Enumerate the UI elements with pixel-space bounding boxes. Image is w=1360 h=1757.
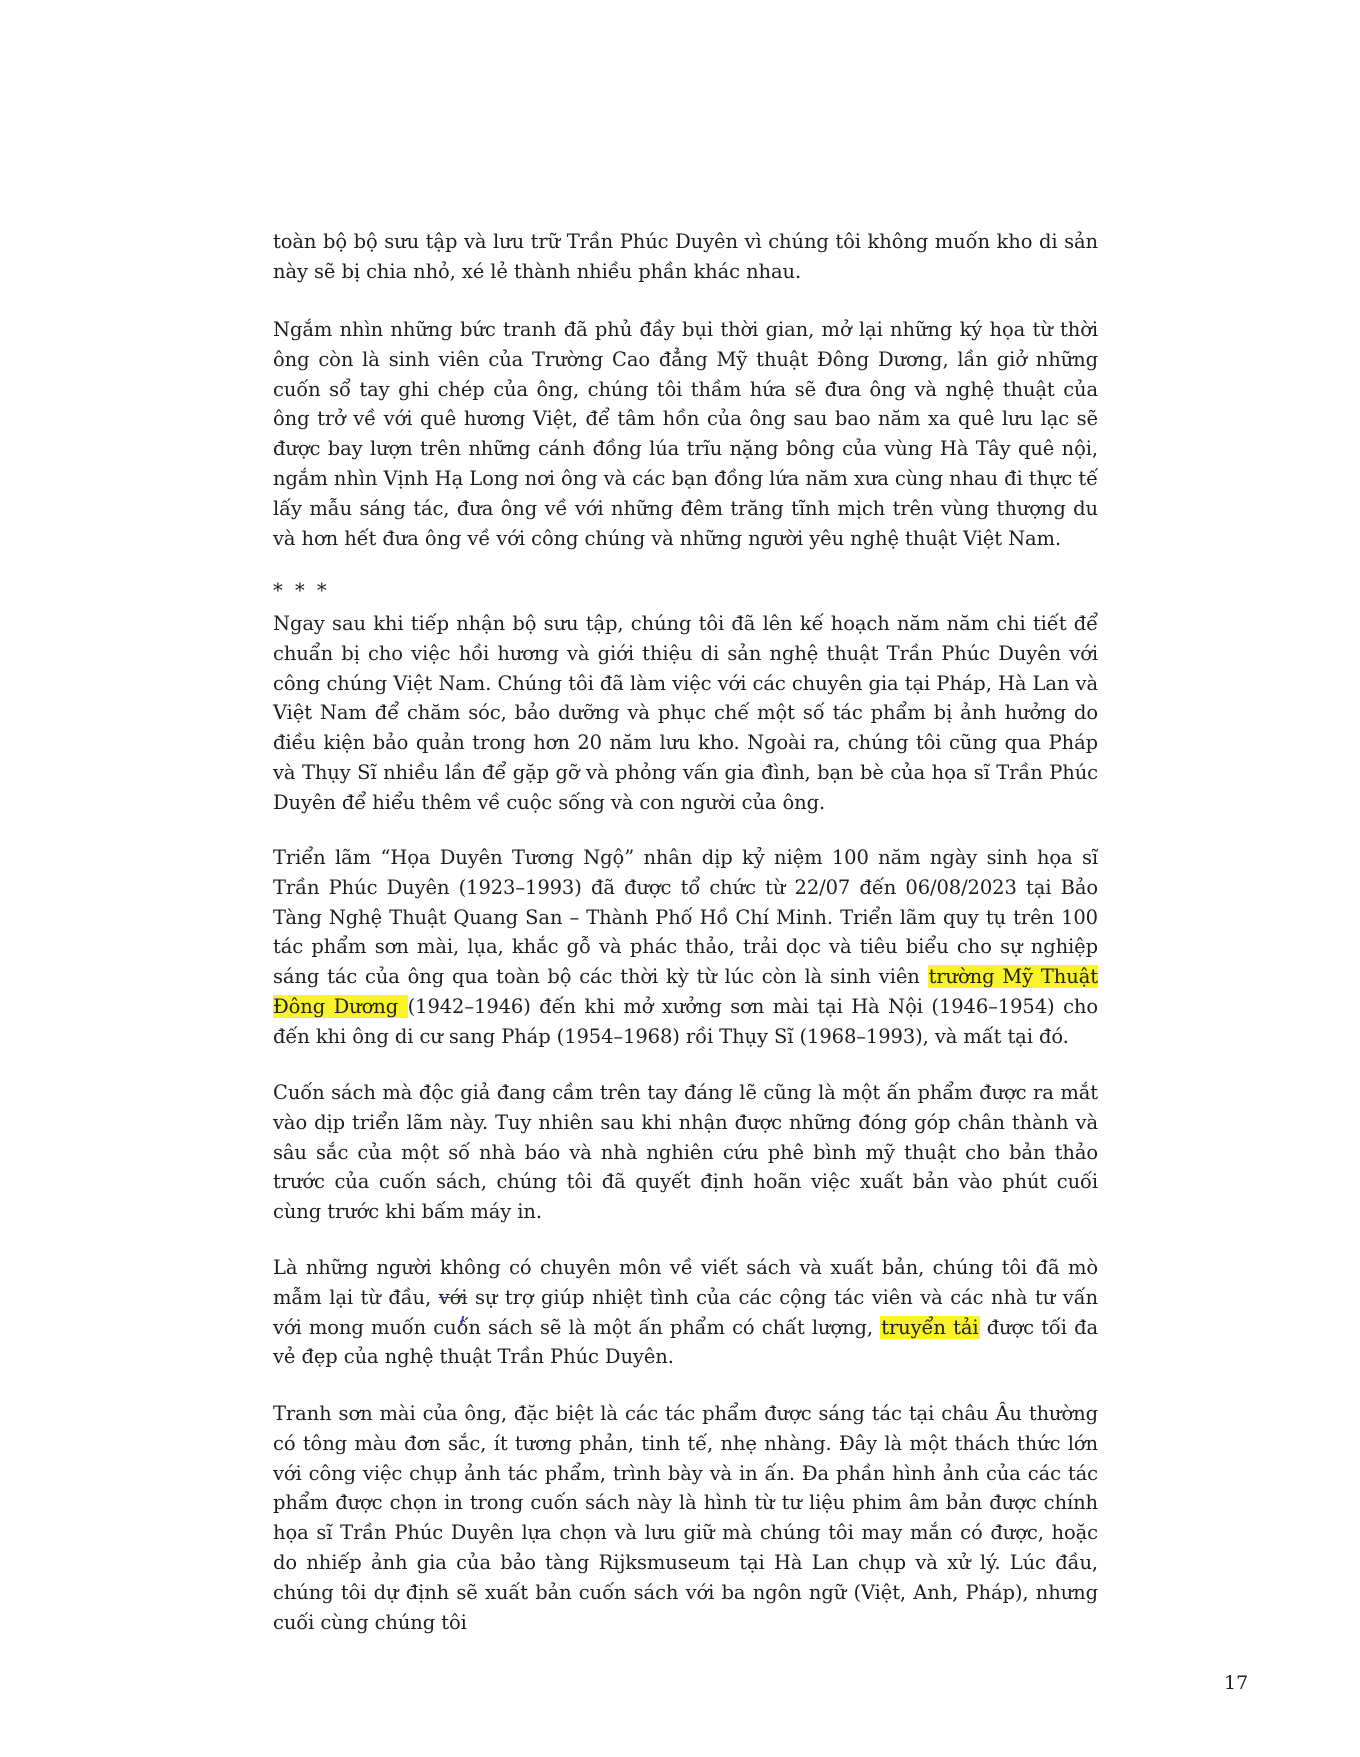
paragraph-lacquer — [273, 1399, 1098, 1637]
paragraph-text — [273, 843, 1098, 1052]
struck-text: với — [438, 1285, 468, 1309]
paragraph-text: Ngắm nhìn những bức tranh đã phủ đầy bụi thời gian, mở lại những ký họa từ thời ông còn là sinh viên của Trường Cao đẳng Mỹ thuật Đông Dương, lần giở những cuốn sổ tay ghi chép của ông, chúng tôi thầm hứa sẽ đưa ông và nghệ thuật của ông trở về với quê hương Việt, để tâm hồn của ông sau bao năm xa quê lưu lạc sẽ được bay lượn trên những cánh đồng lúa trĩu nặng bông của vùng Hà Tây quê nội, ngắm nhìn Vịnh Hạ Long nơi ông và các bạn đồng lứa năm xưa cùng nhau đi thực tế lấy mẫu sáng tác, đưa ông về với những đêm trăng tĩnh mịch trên vùng thượng du và hơn hết đưa ông về với công chúng và những người yêu nghệ thuật Việt Nam. — [273, 318, 1098, 550]
paragraph-exhibition — [273, 843, 1098, 1052]
paragraph-book — [273, 1078, 1098, 1227]
text-run: (1942–1946) đến khi mở xưởng sơn mài tại Hà Nội (1946–1954) cho đến khi ông di cư sang Pháp (1954–1968) rồi Thụy Sĩ (1968–1993), và mất tại đó. — [273, 994, 1098, 1048]
text-run: Là những người không có chuyên môn về viết sách và xuất bản, chúng tôi đã mò mẫm lại từ đầu, — [273, 1256, 1098, 1309]
paragraph-text — [273, 1253, 1098, 1372]
paragraph-text: toàn bộ bộ sưu tập và lưu trữ Trần Phúc Duyên vì chúng tôi không muốn kho di sản này sẽ bị chia nhỏ, xé lẻ thành nhiều phần khác nhau. — [273, 230, 1098, 283]
paragraph-publishing — [273, 1253, 1098, 1372]
paragraph-promise — [273, 315, 1098, 553]
text-run: được tối đa vẻ đẹp của nghệ thuật Trần Phúc Duyên. — [273, 1315, 1099, 1369]
highlighted-text: truyển tải — [881, 1315, 979, 1339]
paragraph-text: Tranh sơn mài của ông, đặc biệt là các tác phẩm được sáng tác tại châu Âu thường có tông màu đơn sắc, ít tương phản, tinh tế, nhẹ nhàng. Đây là một thách thức lớn với công việc chụp ảnh tác phẩm, trình bày và in ấn. Đa phần hình ảnh của các tác phẩm được chọn in trong cuốn sách này là hình từ tư liệu phim âm bản được chính họa sĩ Trần Phúc Duyên lựa chọn và lưu giữ mà chúng tôi may mắn có được, hoặc do nhiếp ảnh gia của bảo tàng Rijksmuseum tại Hà Lan chụp và xử lý. Lúc đầu, chúng tôi dự định sẽ xuất bản cuốn sách với ba ngôn ngữ (Việt, Anh, Pháp), nhưng cuối cùng chúng tôi — [273, 1402, 1098, 1634]
paragraph-text: Ngay sau khi tiếp nhận bộ sưu tập, chúng tôi đã lên kế hoạch năm năm chi tiết để chuẩn bị cho việc hồi hương và giới thiệu di sản nghệ thuật Trần Phúc Duyên với công chúng Việt Nam. Chúng tôi đã làm việc với các chuyên gia tại Pháp, Hà Lan và Việt Nam để chăm sóc, bảo dưỡng và phục chế một số tác phẩm bị ảnh hưởng do điều kiện bảo quản trong hơn 20 năm lưu kho. Ngoài ra, chúng tôi cũng qua Pháp và Thụy Sĩ nhiều lần để gặp gỡ và phỏng vấn gia đình, bạn bè của họa sĩ Trần Phúc Duyên để hiểu thêm về cuộc sống và con người của ông. — [273, 612, 1098, 814]
text-run: Triển lãm “Họa Duyên Tương Ngộ” nhân dịp kỷ niệm 100 năm ngày sinh họa sĩ Trần Phúc Duyên (1923–1993) đã được tổ chức từ 22/07 đến 06/08/2023 tại Bảo Tàng Nghệ Thuật Quang San – Thành Phố Hồ Chí Minh. Triển lãm quy tụ trên 100 tác phẩm sơn mài, lụa, khắc gỗ và phác thảo, trải dọc và tiêu biểu cho sự nghiệp sáng tác của ông qua toàn bộ các thời kỳ từ lúc còn là sinh viên — [273, 846, 1098, 989]
highlighted-text: trường Mỹ Thuật Đông Dương — [273, 965, 1098, 1018]
text-run: sự trợ giúp nhiệt tình của các cộng tác viên và các nhà tư vấn với mong muốn cuốn sách sẽ là một ấn phẩm có chất lượng, — [273, 1285, 1099, 1339]
paragraph-text: Cuốn sách mà độc giả đang cầm trên tay đáng lẽ cũng là một ấn phẩm được ra mắt vào dịp triển lãm này. Tuy nhiên sau khi nhận được những đóng góp chân thành và sâu sắc của một số nhà báo và nhà nghiên cứu phê bình mỹ thuật cho bản thảo trước của cuốn sách, chúng tôi đã quyết định hoãn việc xuất bản vào phút cuối cùng trước khi bấm máy in. — [273, 1081, 1098, 1224]
section-separator: * * * — [273, 579, 330, 602]
page-number: 17 — [1224, 1672, 1249, 1694]
paragraph-collection-intro — [273, 227, 1098, 287]
paragraph-plan — [273, 609, 1098, 818]
